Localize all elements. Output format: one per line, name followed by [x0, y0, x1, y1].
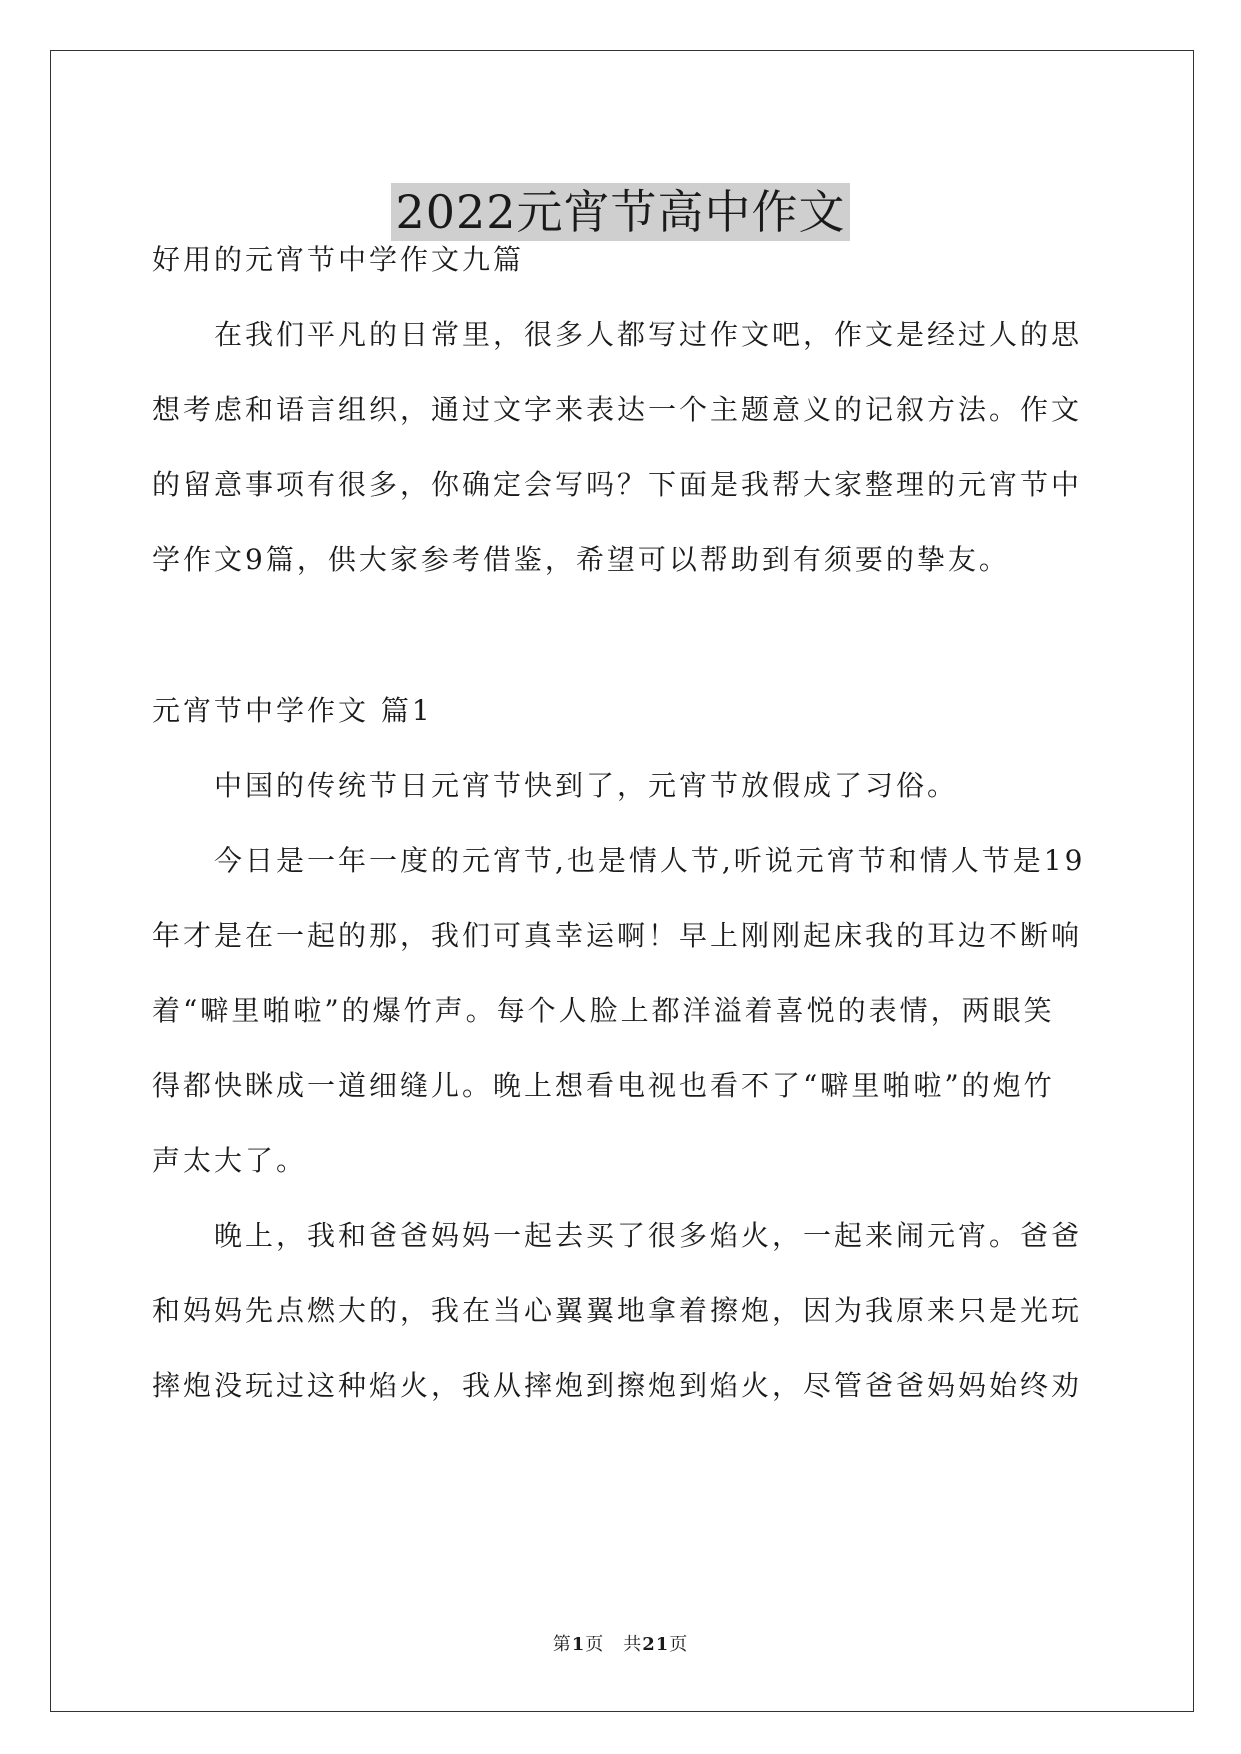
footer-prefix: 第 [552, 1634, 572, 1655]
paragraph-3 [152, 1215, 1098, 1406]
subtitle: 好用的元宵节中学作文九篇 [152, 243, 525, 276]
footer-mid: 页 共 [585, 1634, 643, 1655]
paragraph-line: 晚上，我和爸爸妈妈一起去买了很多焰火，一起来闹元宵。爸爸 [214, 1219, 1083, 1252]
intro-line: 在我们平凡的日常里，很多人都写过作文吧，作文是经过人的思 [214, 318, 1083, 351]
paragraph-line: 年才是在一起的那，我们可真幸运啊！早上刚刚起床我的耳边不断响 [152, 919, 1083, 952]
intro-paragraph [152, 314, 1098, 580]
page-footer [0, 1633, 1241, 1657]
footer-page-number: 1 [571, 1634, 586, 1655]
intro-line: 的留意事项有很多，你确定会写吗？下面是我帮大家整理的元宵节中 [152, 468, 1083, 501]
document-body [152, 232, 1098, 1406]
footer-suffix: 页 [669, 1634, 689, 1655]
paragraph-line: 今日是一年一度的元宵节,也是情人节,听说元宵节和情人节是19 [214, 844, 1086, 877]
paragraph-line: 和妈妈先点燃大的，我在当心翼翼地拿着擦炮，因为我原来只是光玩 [152, 1294, 1083, 1327]
intro-line: 想考虑和语言组织，通过文字来表达一个主题意义的记叙方法。作文 [152, 393, 1083, 426]
section-heading: 元宵节中学作文 篇1 [152, 694, 433, 727]
document-title: 2022元宵节高中作文 [391, 183, 849, 241]
footer-total-pages: 21 [642, 1634, 670, 1655]
paragraph-line: 摔炮没玩过这种焰火，我从摔炮到擦炮到焰火，尽管爸爸妈妈始终劝 [152, 1369, 1083, 1402]
paragraph-line: 声太大了。 [152, 1144, 308, 1177]
paragraph-line: 着“噼里啪啦”的爆竹声。每个人脸上都洋溢着喜悦的表情，两眼笑 [152, 994, 1055, 1027]
intro-line: 学作文9篇，供大家参考借鉴，希望可以帮助到有须要的挚友。 [152, 543, 1010, 576]
paragraph-1: 中国的传统节日元宵节快到了，元宵节放假成了习俗。 [214, 769, 959, 802]
paragraph-line: 得都快眯成一道细缝儿。晚上想看电视也看不了“噼里啪啦”的炮竹 [152, 1069, 1055, 1102]
paragraph-2 [152, 840, 1098, 1181]
